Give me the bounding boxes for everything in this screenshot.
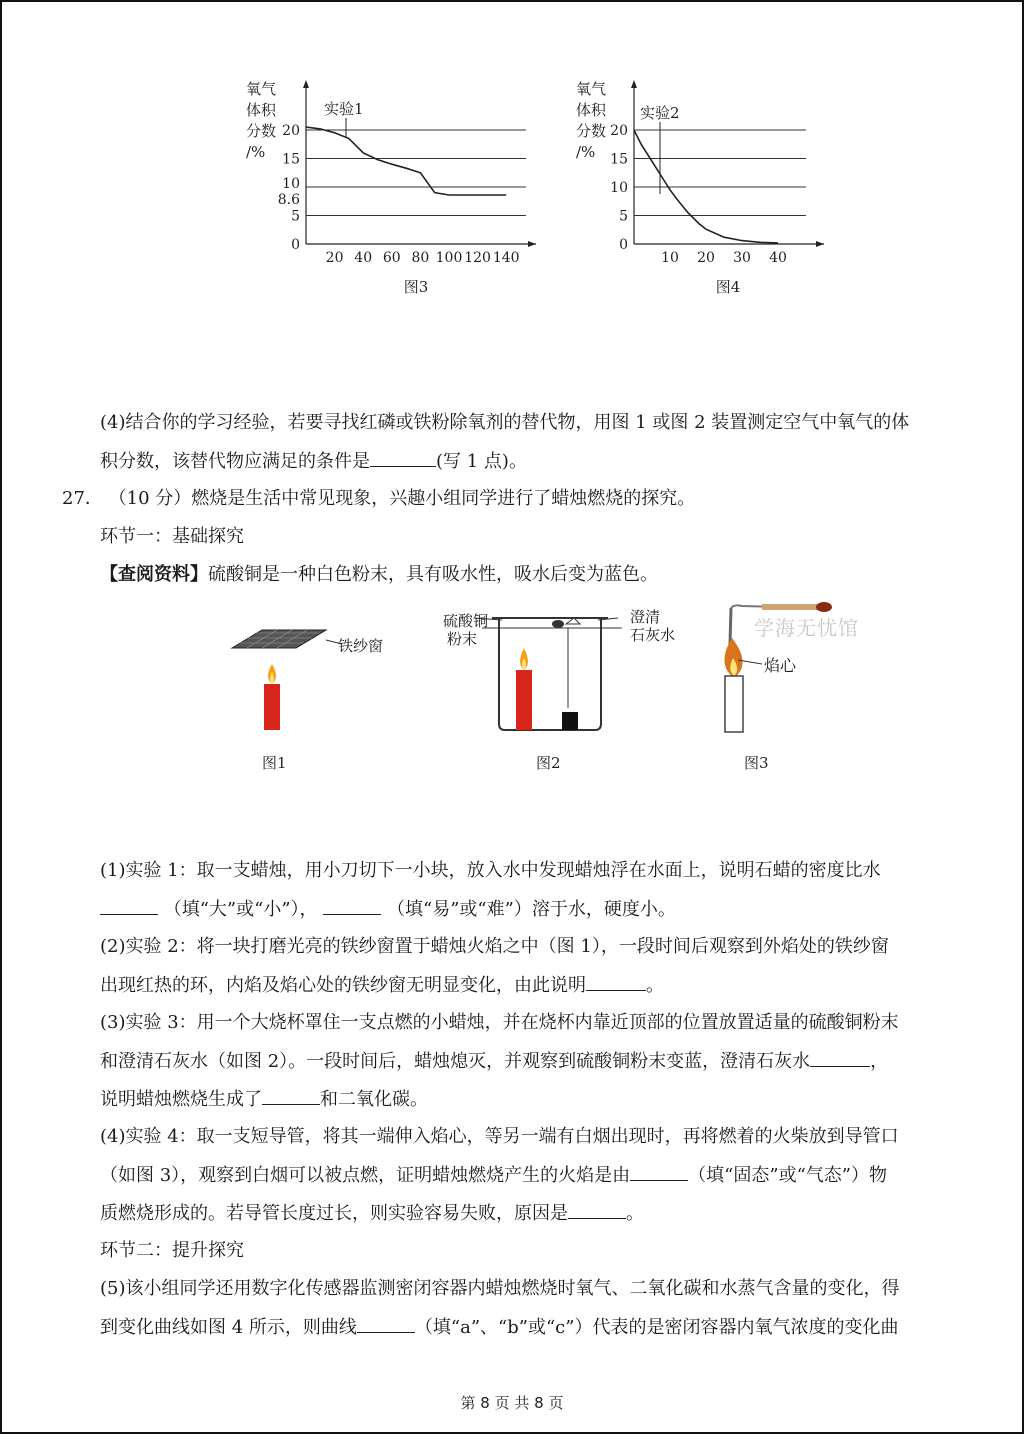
x-tick-label: 40 [769,250,787,266]
reference-text: 硫酸铜是一种白色粉末，具有吸水性，吸水后变为蓝色。 [208,564,658,585]
chart-caption: 图3 [403,278,429,296]
exp4-text-d: 。 [626,1203,644,1224]
exp2-text-a: 出现红热的环，内焰及焰心处的铁纱窗无明显变化，由此说明 [100,975,586,996]
exp4-line-3 [100,1202,644,1225]
fig1-caption: 图1 [262,754,287,772]
series-label: 实验1 [324,100,364,118]
candle-icon [516,670,532,730]
series-label: 实验2 [640,104,680,122]
y-axis-label-line: 体积 [246,101,277,119]
y-axis-label-line: /% [246,143,266,161]
x-tick-label: 20 [697,250,715,266]
x-tick-label: 140 [492,250,520,266]
x-tick-label: 20 [325,250,344,266]
y-axis-arrow [631,80,637,88]
x-axis-arrow [816,241,824,247]
answer-blank[interactable] [100,898,158,915]
y-tick-label: 8.6 [277,191,300,208]
exp5-line-2 [100,1316,898,1339]
y-tick-label: 5 [291,208,300,225]
fig2-left-label-line1: 硫酸铜 [443,612,489,630]
exp5-text-b: （填“a”、“b”或“c”）代表的是密闭容器内氧气浓度的变化曲 [414,1317,899,1338]
fig2-caption: 图2 [536,754,561,772]
fig2-left-label-line2: 粉末 [447,630,478,648]
section-basic-title: 环节一：基础探究 [100,526,244,547]
exp3-text-b: ， [870,1051,889,1072]
y-tick-label: 15 [282,151,300,168]
exp3-line-2 [100,1050,888,1073]
x-axis-arrow [528,241,536,247]
exp5-line-1: (5)该小组同学还用数字化传感器监测密闭容器内蜡烛燃烧时氧气、二氧化碳和水蒸气含量的变化，得 [100,1278,900,1299]
fig3-caption: 图3 [744,754,769,772]
answer-blank[interactable] [630,1164,688,1181]
y-axis-label-line: 氧气 [246,80,277,98]
y-tick-label: 20 [610,123,628,139]
fig2-limewater-label [630,608,675,644]
y-axis-label-line: 分数 [576,122,607,140]
q4-text-a: 积分数，该替代物应满足的条件是 [100,451,370,472]
exp2-line-2 [100,974,664,997]
fig2-copper-sulfate-label [443,612,488,648]
y-tick-label: 0 [619,237,628,253]
x-tick-label: 40 [354,250,373,266]
q27-heading: 27． （10 分）燃烧是生活中常见现象，兴趣小组同学进行了蜡烛燃烧的探究。 [62,488,696,509]
exp4-line-2 [100,1164,887,1187]
fig2-right-label-line1: 澄清 [630,608,661,626]
exp1-line-2 [100,898,676,921]
exp4-text-a: （如图 3），观察到白烟可以被点燃，证明蜡烛燃烧产生的火焰是由 [100,1165,631,1186]
exp1-text-b: （填“易”或“难”）溶于水，硬度小。 [387,899,676,920]
x-tick-label: 120 [464,250,491,266]
y-tick-label: 10 [610,180,628,196]
y-tick-label: 15 [610,151,628,168]
watermark: 学海无忧馆 [754,616,859,640]
y-tick-label: 5 [619,208,628,225]
exp4-text-b: （填“固态”或“气态”）物 [688,1165,887,1186]
fig1-wire-gauze-candle [232,630,342,730]
q4-line-1: (4)结合你的学习经验，若要寻找红磷或铁粉除氧剂的替代物，用图 1 或图 2 装置测定空气中氧气的体 [100,412,910,433]
q4-line-2 [100,450,527,473]
fig1-gauze-label: 铁纱窗 [338,637,384,655]
section-advanced-title: 环节二：提升探究 [100,1240,244,1261]
y-tick-label: 20 [282,123,300,139]
candle-icon [264,684,280,730]
oxygen-chart-exp1 [238,76,548,306]
answer-blank[interactable] [370,450,436,467]
exp3-text-c: 说明蜡烛燃烧生成了 [100,1089,262,1110]
fig2-right-label-line2: 石灰水 [630,626,676,644]
data-series-line [306,127,506,195]
answer-blank[interactable] [357,1316,415,1333]
x-tick-label: 100 [435,250,463,266]
exp2-line-1: (2)实验 2：将一块打磨光亮的铁纱窗置于蜡烛火焰之中（图 1），一段时间后观察到外焰处的铁纱窗 [100,936,889,957]
y-axis-label-line: 分数 [246,122,277,140]
data-series-line [634,130,778,243]
y-axis-label-line: 氧气 [576,80,607,98]
fig2-beaker-candle [474,618,622,730]
answer-blank[interactable] [810,1050,870,1067]
exp3-line-1: (3)实验 3：用一个大烧杯罩住一支点燃的小蜡烛，并在烧杯内靠近顶部的位置放置适量的硫酸铜粉末 [100,1012,899,1033]
y-axis-label-line: /% [576,143,596,161]
chart-caption: 图4 [715,278,741,296]
exp2-text-b: 。 [646,975,664,996]
exp4-text-c: 质燃烧形成的。若导管长度过长，则实验容易失败，原因是 [100,1203,568,1224]
y-tick-label: 0 [291,237,300,253]
y-axis-arrow [303,80,309,88]
page-footer: 第 8 页 共 8 页 [460,1394,564,1412]
x-tick-label: 10 [661,250,679,266]
x-tick-label: 80 [411,250,430,266]
q4-text-b: (写 1 点)。 [436,451,527,472]
oxygen-chart-exp2 [568,76,838,306]
answer-blank[interactable] [586,974,646,991]
match-icon [816,602,832,612]
exp3-text-a: 和澄清石灰水（如图 2）。一段时间后，蜡烛熄灭，并观察到硫酸铜粉末变蓝，澄清石灰水 [100,1051,811,1072]
answer-blank[interactable] [262,1088,320,1105]
x-tick-label: 30 [733,250,751,266]
exp3-text-d: 和二氧化碳。 [320,1089,428,1110]
reference-info [100,564,658,586]
exp1-text-a: （填“大”或“小”）， [163,899,318,920]
x-tick-label: 60 [382,250,401,266]
answer-blank[interactable] [323,898,381,915]
exp1-line-1: (1)实验 1：取一支蜡烛，用小刀切下一小块，放入水中发现蜡烛浮在水面上，说明石蜡的密度比水 [100,860,881,881]
exp5-text-a: 到变化曲线如图 4 所示，则曲线 [100,1317,357,1338]
y-tick-label: 10 [282,176,300,192]
reference-label: 【查阅资料】 [100,564,208,585]
exp4-line-1: (4)实验 4：取一支短导管，将其一端伸入焰心，等另一端有白烟出现时，再将燃着的火柴放到导管口 [100,1126,899,1147]
y-axis-label-line: 体积 [576,101,607,119]
candle-icon [725,676,743,732]
answer-blank[interactable] [568,1202,626,1219]
fig3-flame-core-label: 焰心 [764,656,797,675]
exp3-line-3 [100,1088,428,1111]
